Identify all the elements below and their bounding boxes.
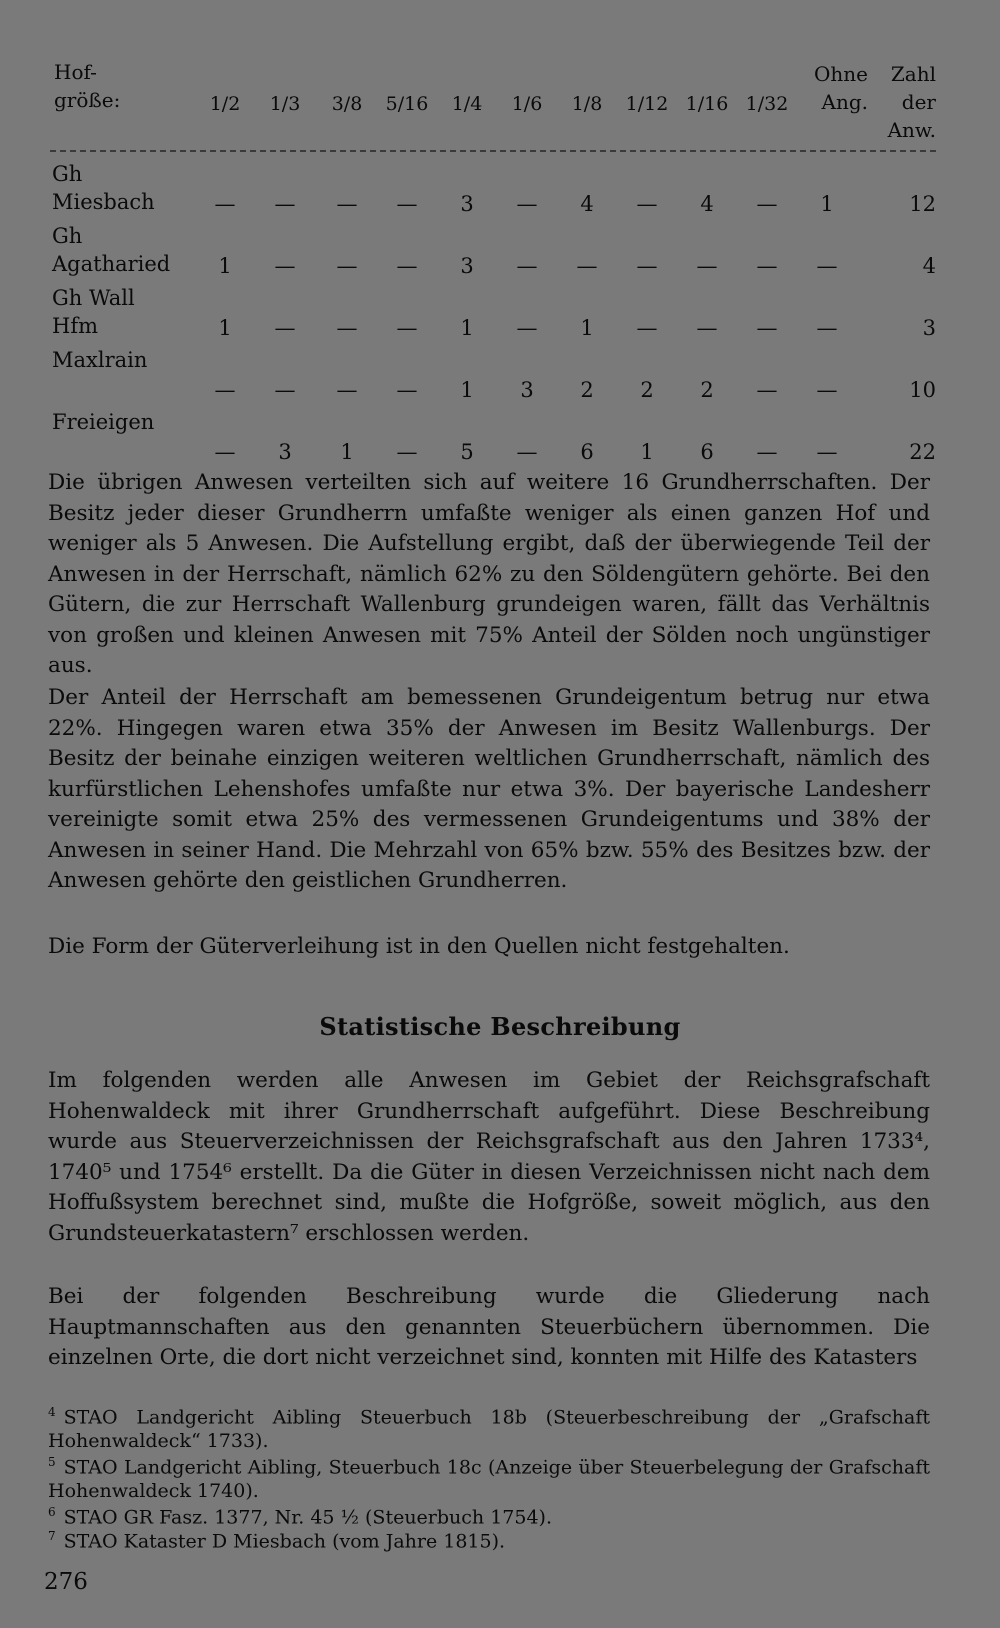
table-cell: — [816,254,838,278]
table-row [50,284,936,346]
header-label [54,58,120,114]
table-cell: — [516,440,538,464]
table-cell: 1 [460,316,474,340]
hofgroesse-table [50,58,936,464]
table-body [50,160,936,470]
footnote-mark: 5 [48,1455,56,1469]
header-fraction: 1/32 [745,93,789,115]
header-label-line2: größe: [54,88,121,112]
footnote-text: STAO Landgericht Aibling Steuerbuch 18b (Steuerbeschreibung der „Grafschaft Hohenwaldeck“ 1733). [48,1406,930,1453]
table-cell: — [696,254,718,278]
footnote-mark: 6 [48,1505,56,1519]
table-cell: — [336,254,358,278]
header-fraction: 5/16 [385,93,429,115]
table-cell: — [696,316,718,340]
table-cell: 6 [700,440,714,464]
paragraph: Im folgenden werden alle Anwesen im Gebiet der Reichsgrafschaft Hohenwaldeck mit ihrer Grundherrschaft aufgeführt. Diese Beschreibung wurde aus Steuerverzeichnissen der Reichsgrafschaft aus den Jahren 1733⁴, 1740⁵ und 1754⁶ erstellt. Da die Güter in diesen Verzeichnissen nicht nach dem Hoffußsystem berechnet sind, mußte die Hofgröße, soweit möglich, aus den Grundsteuerkatastern⁷ erschlossen werden. [48,1068,930,1246]
table-cell: — [816,316,838,340]
footnote-text: STAO Kataster D Miesbach (vom Jahre 1815). [63,1530,506,1553]
table-cell: 12 [909,192,936,216]
table-cell: 3 [520,378,534,402]
table-cell: — [636,254,658,278]
table-cell: 2 [580,378,594,402]
header-fraction: 1/2 [209,93,241,115]
table-cell: — [576,254,598,278]
table-cell: 3 [922,316,936,340]
paragraph: Bei der folgenden Beschreibung wurde die Gliederung nach Hauptmannschaften aus den genannten Steuerbüchern übernommen. Die einzelnen Orte, die dort nicht verzeichnet sind, konnten mit Hilfe des Katasters [48,1284,930,1370]
table-cell: 1 [820,192,834,216]
table-cell: — [396,316,418,340]
footnote-mark: 4 [48,1405,56,1419]
header-label-line1: Hof- [54,60,97,84]
table-row [50,408,936,470]
table-rule [50,150,936,152]
footnote [48,1400,930,1453]
table-cell: 5 [460,440,474,464]
table-cell: 3 [460,192,474,216]
table-cell: — [756,440,778,464]
footnote-text: STAO GR Fasz. 1377, Nr. 45 ½ (Steuerbuch 1754). [63,1506,553,1529]
table-cell: 4 [700,192,714,216]
table-cell: — [336,378,358,402]
table-cell: 1 [340,440,354,464]
table-cell: 1 [460,378,474,402]
table-cell: — [756,254,778,278]
table-cell: — [816,378,838,402]
header-zahl-anw: Zahl der Anw. [887,62,936,142]
footnote [48,1524,930,1553]
table-cell: 1 [218,254,232,278]
table-row [50,222,936,284]
header-fraction: 1/12 [625,93,669,115]
footnote [48,1450,930,1503]
header-fraction: 1/4 [451,93,483,115]
table-cell: — [214,192,236,216]
table-cell: — [756,316,778,340]
table-cell: — [396,378,418,402]
table-cell: 6 [580,440,594,464]
table-cell: 1 [218,316,232,340]
page-number: 276 [44,1569,88,1595]
paragraph: Die Form der Güterverleihung ist in den Quellen nicht festgehalten. [48,934,790,959]
footnote-mark: 7 [48,1529,56,1543]
table-cell: 4 [922,254,936,278]
table-cell: — [636,316,658,340]
table-cell: — [274,192,296,216]
table-cell: — [516,316,538,340]
header-fraction: 1/3 [269,93,301,115]
footnote-text: STAO Landgericht Aibling, Steuerbuch 18c (Anzeige über Steuerbelegung der Grafschaft Hohenwaldeck 1740). [48,1456,930,1503]
table-cell: — [516,254,538,278]
header-ohne-ang: Ohne Ang. [814,62,868,114]
header-fraction: 1/16 [685,93,729,115]
table-cell: — [756,378,778,402]
table-cell: — [274,316,296,340]
table-cell: — [516,192,538,216]
row-name: Gh Wall Hfm [52,286,135,338]
table-cell: 22 [909,440,936,464]
table-cell: 10 [909,378,936,402]
table-cell: — [756,192,778,216]
table-cell: — [816,440,838,464]
paragraph: Die übrigen Anwesen verteilten sich auf weitere 16 Grundherrschaften. Der Besitz jeder dieser Grundherrn umfaßte weniger als einen ganzen Hof und weniger als 5 Anwesen. Die Aufstellung ergibt, daß der überwiegende Teil der Anwesen in der Herrschaft, nämlich 62% zu den Söldengütern gehörte. Bei den Gütern, die zur Herrschaft Wallenburg grundeigen waren, fällt das Verhältnis von großen und kleinen Anwesen mit 75% Anteil der Sölden noch ungünstiger aus. [48,470,930,678]
table-cell: 3 [278,440,292,464]
table-cell: 1 [580,316,594,340]
table-cell: 2 [640,378,654,402]
row-name: Gh Miesbach [52,162,155,214]
table-cell: — [336,316,358,340]
header-fraction: 1/8 [571,93,603,115]
table-cell: 4 [580,192,594,216]
row-name: Freieigen [52,410,155,434]
section-heading: Statistische Beschreibung [319,1012,681,1041]
table-cell: — [336,192,358,216]
row-name: Gh Agatharied [52,224,171,276]
header-fraction: 1/6 [511,93,543,115]
table-cell: — [274,254,296,278]
row-name: Maxlrain [52,348,148,372]
table-cell: — [214,440,236,464]
header-fraction: 3/8 [331,93,363,115]
table-row [50,346,936,408]
table-cell: — [636,192,658,216]
table-cell: 1 [640,440,654,464]
table-header [50,58,936,150]
paragraph: Der Anteil der Herrschaft am bemessenen Grundeigentum betrug nur etwa 22%. Hingegen waren etwa 35% der Anwesen im Besitz Wallenburgs. Der Besitz der beinahe einzigen weiteren weltlichen Grundherrschaft, nämlich des kurfürstlichen Lehenshofes umfaßte nur etwa 3%. Der bayerische Landesherr vereinigte somit etwa 25% des vermessenen Grundeigentums und 38% der Anwesen in seiner Hand. Die Mehrzahl von 65% bzw. 55% des Besitzes bzw. der Anwesen gehörte den geistlichen Grundherren. [48,685,930,893]
table-cell: — [396,254,418,278]
table-cell: — [396,192,418,216]
table-row [50,160,936,222]
table-cell: 3 [460,254,474,278]
table-cell: — [274,378,296,402]
table-cell: — [214,378,236,402]
table-cell: — [396,440,418,464]
table-cell: 2 [700,378,714,402]
